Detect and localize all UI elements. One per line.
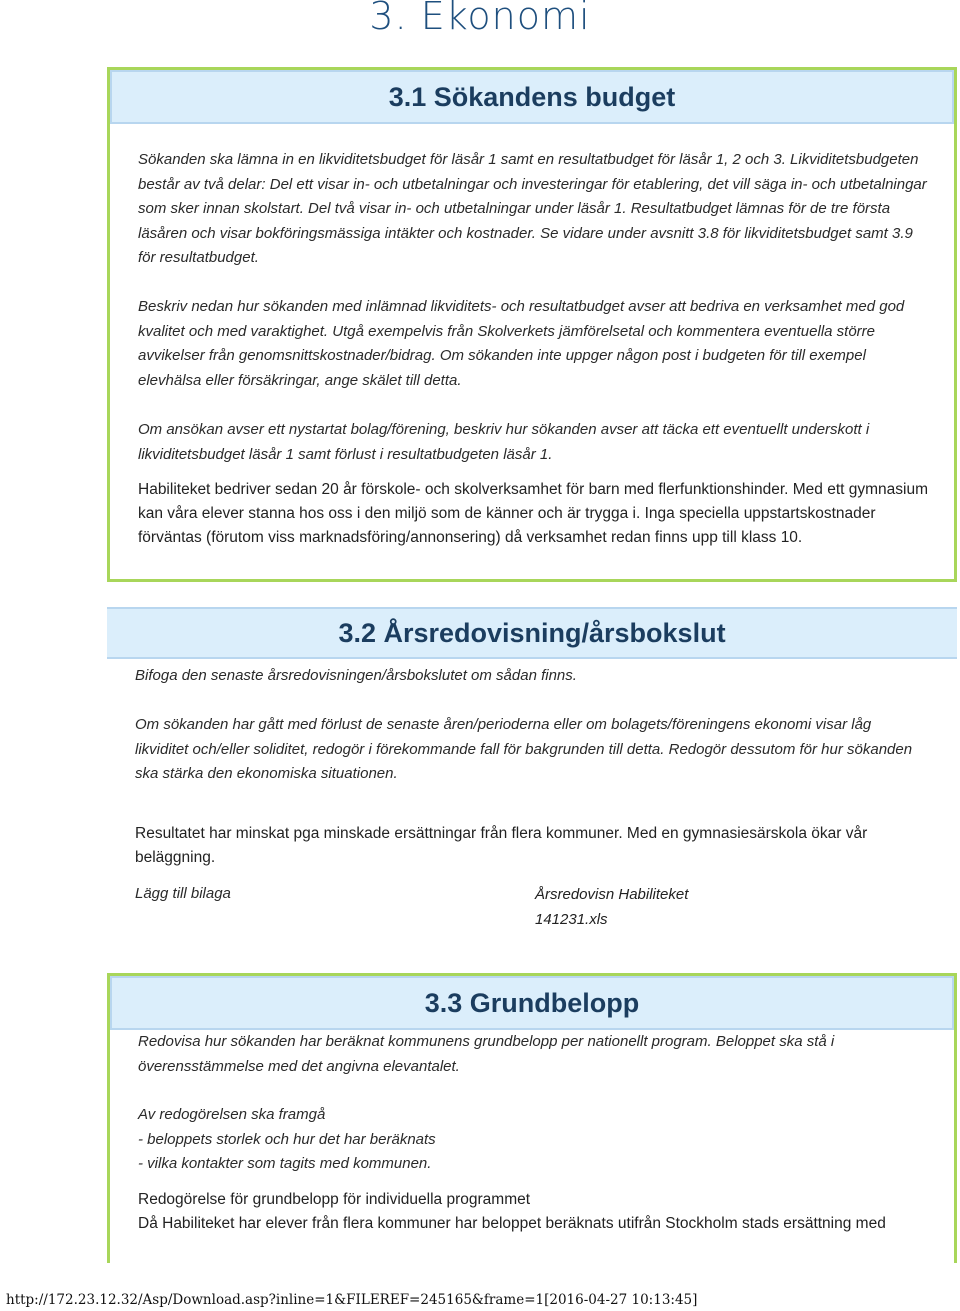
section-3-2-instructions-1: Bifoga den senaste årsredovisningen/årsbokslutet om sådan finns. bbox=[135, 667, 577, 684]
add-attachment-label: Lägg till bilaga bbox=[135, 885, 231, 902]
answer-line-2: Då Habiliteket har elever från flera kommuner har beloppet beräknats utifrån Stockholm stads ersättning med bbox=[138, 1215, 886, 1232]
instructions-2-line-3: - vilka kontakter som tagits med kommunen. bbox=[138, 1155, 432, 1172]
section-3-2-heading: 3.2 Årsredovisning/årsbokslut bbox=[107, 607, 957, 659]
attachment-file-extension: 141231.xls bbox=[535, 910, 608, 928]
attachment-file-link[interactable] bbox=[535, 883, 735, 932]
section-3-1-instructions-2: Beskriv nedan hur sökanden med inlämnad likviditets- och resultatbudget avser att bedriva en verksamhet med god kvalitet och med varaktighet. Utgå exempelvis från Skolverkets jämförelsetal och kommentera eventuella större avvikelser från genomsnittskostnader/bidrag. Om sökanden inte uppger någon post i budgeten för till exempel elevhälsa eller försäkringar, ange skälet till detta. bbox=[138, 298, 905, 389]
section-3-2-instructions-2: Om sökanden har gått med förlust de senaste åren/perioderna eller om bolagets/föreningens ekonomi visar låg likviditet och/eller soliditet, redogör i förekommande fall för bakgrunden till detta. Redogör dessutom för hur sökanden ska stärka den ekonomiska situationen. bbox=[135, 716, 913, 782]
instructions-2-line-2: - beloppets storlek och hur det har beräknats bbox=[138, 1130, 436, 1148]
section-3-2-answer-text[interactable]: Resultatet har minskat pga minskade ersättningar från flera kommuner. Med en gymnasiesärskola ökar vår beläggning. bbox=[135, 825, 868, 866]
footer-url: http://172.23.12.32/Asp/Download.asp?inline=1&FILEREF=245165&frame=1[2016-04-27 10:13:45] bbox=[6, 1292, 698, 1308]
section-3-1-answer-text[interactable]: Habiliteket bedriver sedan 20 år förskole- och skolverksamhet för barn med flerfunktionshinder. Med ett gymnasium kan våra elever stanna hos oss i den miljö som de känner och är trygga i. Inga speciella uppstartskostnader förväntas (förutom viss marknadsföring/annonsering) då verksamhet redan finns upp till klass 10. bbox=[138, 481, 929, 546]
section-3-1-instructions-1: Sökanden ska lämna in en likviditetsbudget för läsår 1 samt en resultatbudget för läsår 1, 2 och 3. Likviditetsbudgeten består av två delar: Del ett visar in- och utbetalningar och investeringar för etablering, det vill säga in- och utbetalningar som sker innan skolstart. Del två visar in- och utbetalningar under läsår 1. Resultatbudget lämnas för de tre första läsåren och visar bokföringsmässiga intäkter och kostnader. Se vidare under avsnitt 3.8 för likviditetsbudget samt 3.9 för resultatbudget. bbox=[138, 151, 927, 266]
section-3-3-heading: 3.3 Grundbelopp bbox=[110, 976, 954, 1030]
answer-line-1: Redogörelse för grundbelopp för individuella programmet bbox=[138, 1191, 531, 1208]
instructions-2-line-1: Av redogörelsen ska framgå bbox=[138, 1106, 326, 1123]
section-3-1-instructions-3: Om ansökan avser ett nystartat bolag/förening, beskriv hur sökanden avser att täcka ett eventuellt underskott i likviditetsbudget läsår 1 samt förlust i resultatbudgeten läsår 1. bbox=[138, 421, 870, 463]
section-3-3-instructions-1: Redovisa hur sökanden har beräknat kommunens grundbelopp per nationellt program. Beloppet ska stå i överensstämmelse med det angivna elevantalet. bbox=[138, 1033, 835, 1075]
section-3-3-instructions-2 bbox=[138, 1103, 928, 1177]
page-title: 3. Ekonomi bbox=[369, 0, 591, 38]
attachment-file-name: Årsredovisn Habiliteket bbox=[535, 886, 689, 903]
section-3-3-answer-text[interactable] bbox=[138, 1188, 948, 1236]
section-3-1-heading: 3.1 Sökandens budget bbox=[110, 70, 954, 124]
